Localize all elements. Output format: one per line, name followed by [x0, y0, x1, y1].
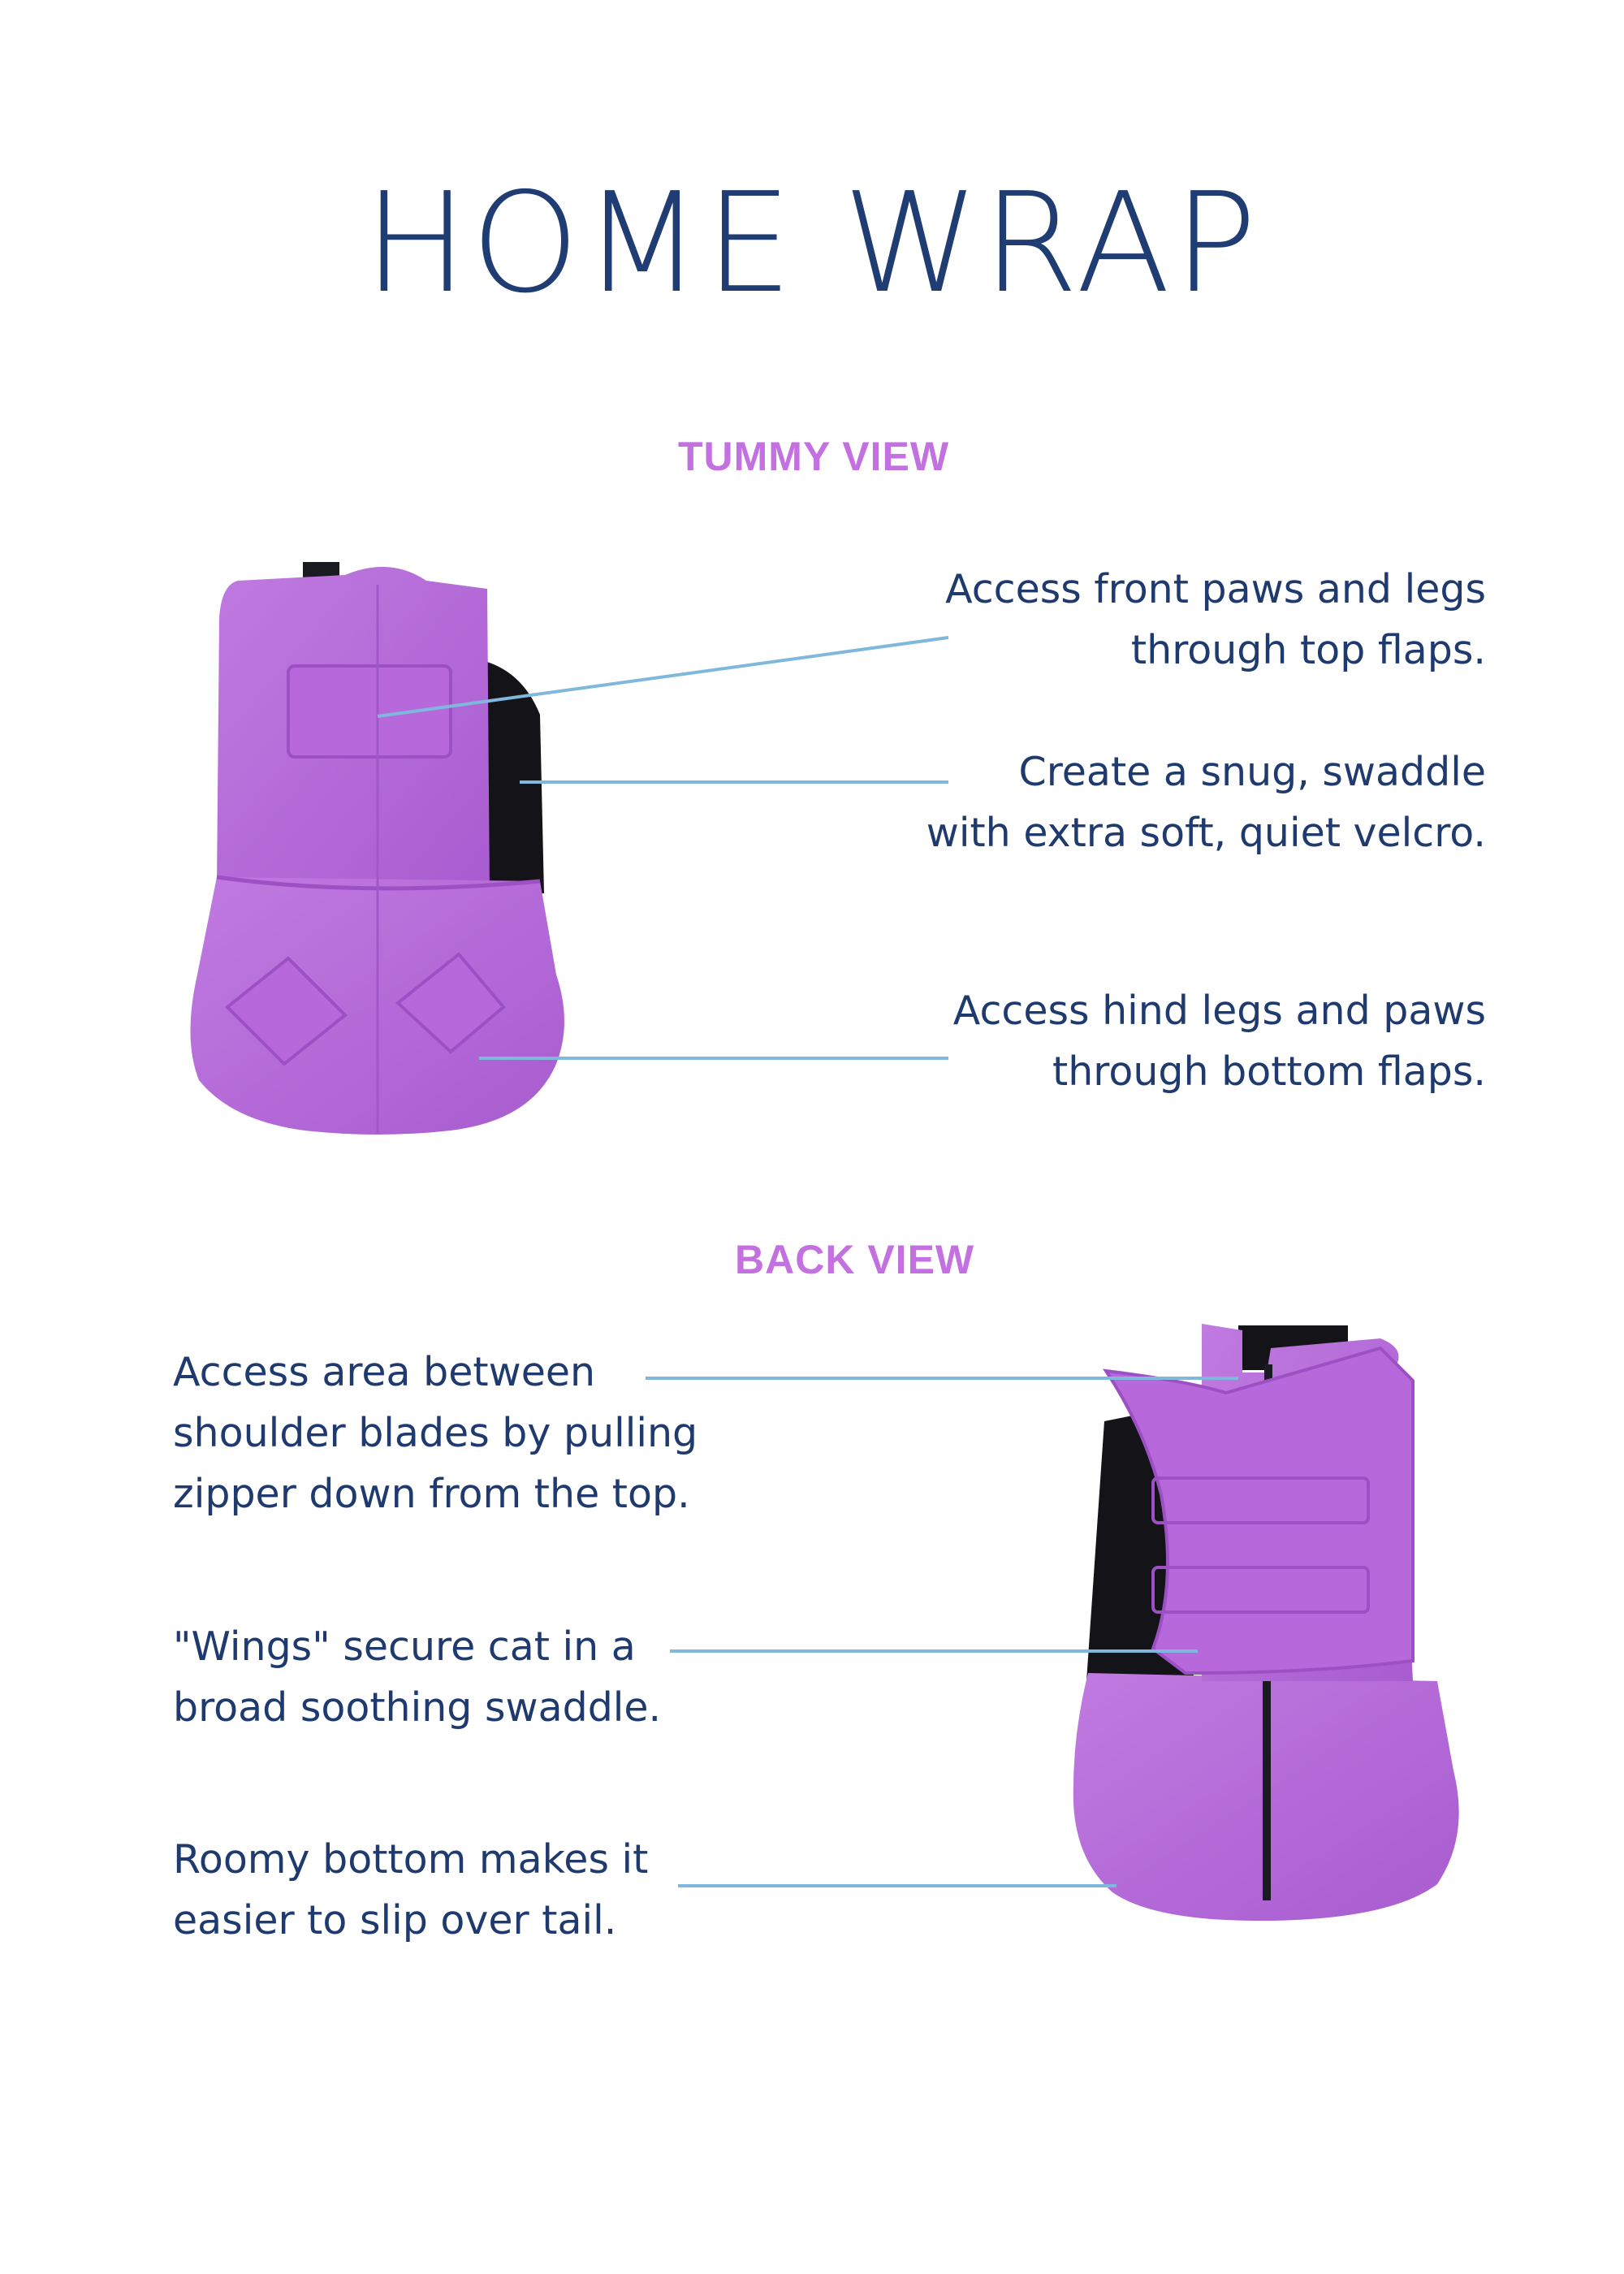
back-note-shoulder-line-3: zipper down from the top.: [173, 1471, 690, 1517]
tummy-note-hind-legs-line-1: Access hind legs and paws: [952, 988, 1486, 1034]
back-view-heading: BACK VIEW: [735, 1237, 975, 1282]
back-note-wings-line-1: "Wings" secure cat in a: [173, 1623, 636, 1670]
back-note-shoulder-line-1: Access area between: [173, 1349, 596, 1395]
back-note-roomy-line-1: Roomy bottom makes it: [173, 1836, 649, 1883]
back-note-roomy-line-2: easier to slip over tail.: [173, 1897, 617, 1943]
leader-line-front-paws: [378, 638, 948, 716]
tummy-note-hind-legs-line-2: through bottom flaps.: [1052, 1048, 1486, 1095]
back-note-wings-line-2: broad soothing swaddle.: [173, 1684, 662, 1731]
tummy-note-velcro-line-2: with extra soft, quiet velcro.: [926, 810, 1486, 856]
tummy-note-front-paws-line-1: Access front paws and legs: [945, 566, 1486, 612]
page-title: HOME WRAP: [364, 163, 1260, 324]
tummy-note-velcro-line-1: Create a snug, swaddle: [1018, 749, 1486, 795]
tummy-note-front-paws-line-2: through top flaps.: [1130, 627, 1486, 673]
back-note-shoulder-line-2: shoulder blades by pulling: [173, 1410, 698, 1456]
back-leader-lines: [0, 1218, 1624, 1949]
tummy-view-heading: TUMMY VIEW: [678, 434, 950, 479]
